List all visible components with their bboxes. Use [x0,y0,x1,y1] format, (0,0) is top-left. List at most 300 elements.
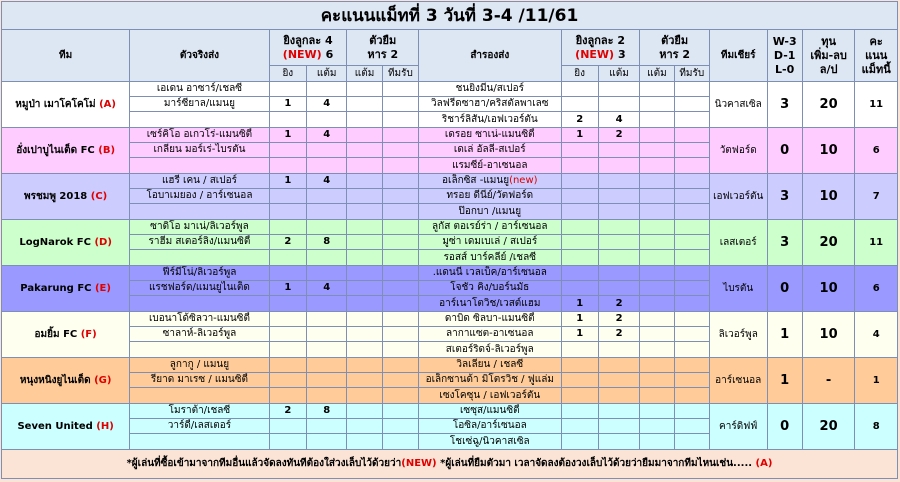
reserve-player-name: ทรอย ดีนีย์/วัตฟอร์ด [446,190,534,201]
reserve-points [598,250,639,266]
reserve-goals [561,358,598,373]
reserve-points [598,189,639,204]
team-name: พรชมพู 2018 [24,190,88,202]
cheer-team: นิวคาสเซิล [709,82,767,128]
main-goalie-conceded [382,342,418,358]
main-goalie-points [347,296,382,312]
header-goalie-reserve-line2: หาร 2 [659,47,691,61]
main-goals [269,143,306,158]
wdl-points: 0 [767,404,802,450]
main-goals [269,296,306,312]
main-goalie-points [347,342,382,358]
total-points: 6 [855,128,898,174]
reserve-points [598,358,639,373]
main-player: แรชฟอร์ด/แมนยูไนเต็ด [130,281,269,296]
reserve-points [598,220,639,235]
reserve-player-name: อาร์เนาโตวิช/เวสต์แฮม [439,297,541,309]
bonus-points: 20 [802,404,855,450]
main-goalie-points [347,97,382,112]
reserve-player-name: ลูกัส ตอเรย์ร่า / อาร์เซนอล [432,221,548,232]
cheer-team: ไบรตัน [709,266,767,312]
table-row [2,266,898,281]
reserve-goalie-points [640,128,674,143]
main-player: เบอนาโด้ซิลวา-แมนซิตี้ [130,312,269,327]
main-goals [269,189,306,204]
reserve-goals [561,434,598,450]
reserve-player-name: ริชาร์ลิสัน/เอฟเวอร์ตัน [441,113,538,125]
reserve-player [419,235,561,250]
reserve-points: 2 [598,128,639,143]
reserve-points [598,158,639,174]
main-goalie-points [347,312,382,327]
main-goalie-points [347,128,382,143]
reserve-player-name: .แดนนี่ เวลเบ็ค/อาร์เซนอล [432,267,547,278]
reserve-goals [561,419,598,434]
main-points [307,358,347,373]
main-goalie-conceded [382,312,418,327]
reserve-goalie-conceded [674,158,709,174]
reserve-player [419,158,561,174]
reserve-goalie-points [640,404,674,419]
main-goals [269,419,306,434]
team-name: หนุงหนิงยูไนเต็ด [19,374,91,386]
main-points [307,143,347,158]
reserve-goals [561,174,598,189]
header-total-line3: แม็ทนี้ [861,62,891,76]
total-points: 4 [855,312,898,358]
reserve-goalie-points [640,266,674,281]
header-team: ทีม [2,30,130,82]
main-points [307,220,347,235]
wdl-points: 0 [767,128,802,174]
reserve-goals [561,82,598,97]
team-name: หมูป่า เมาโคโคโม่ [15,98,96,110]
main-goals [269,204,306,220]
reserve-goalie-conceded [674,220,709,235]
main-points [307,250,347,266]
main-points [307,434,347,450]
reserve-player [419,174,561,189]
header-shoot-main-num: 6 [325,47,334,61]
main-player [130,158,269,174]
main-goalie-conceded [382,82,418,97]
reserve-player-name: ป๊อกบา /แมนยู [458,205,522,217]
reserve-goals [561,220,598,235]
main-goalie-conceded [382,143,418,158]
team-name-cell [2,312,130,358]
score-table [1,1,898,479]
reserve-player [419,404,561,419]
main-points [307,189,347,204]
team-name: อั่งเปาบูไนเต็ด FC [16,144,95,156]
bonus-points: 10 [802,266,855,312]
reserve-player [419,281,561,296]
header-wdl [767,30,802,82]
team-name: อมยิ้ม FC [34,328,78,340]
reserve-goalie-conceded [674,327,709,342]
reserve-goalie-points [640,388,674,404]
reserve-goalie-points [640,112,674,128]
reserve-player [419,82,561,97]
reserve-player-name: ลากาแซต-อาเซนอล [446,328,534,339]
total-points: 6 [855,266,898,312]
reserve-points [598,235,639,250]
team-code: (D) [94,236,112,248]
wdl-points: 3 [767,220,802,266]
reserve-goals [561,388,598,404]
main-points: 8 [307,235,347,250]
header-goalie-reserve [640,30,710,66]
subheader-points: แต้ม [598,66,639,82]
main-goalie-points [347,189,382,204]
main-player [130,250,269,266]
table-row [2,358,898,373]
main-goals: 1 [269,97,306,112]
cheer-team: วัตฟอร์ด [709,128,767,174]
reserve-goalie-points [640,143,674,158]
footer-text-2: *ผู้เล่นที่ยืมตัวมา เวลาจัดลงต้องวงเล็บไว้ด้วยว่ายืมมาจากทีมไหนเช่น..... [436,458,753,469]
team-name-cell [2,128,130,174]
main-player: ลูกากู / แมนยู [130,358,269,373]
reserve-points [598,266,639,281]
reserve-goals: 2 [561,112,598,128]
table-row [2,220,898,235]
reserve-goals [561,266,598,281]
table-row [2,312,898,327]
team-code: (C) [90,190,108,202]
reserve-goalie-conceded [674,250,709,266]
cheer-team: เลสเตอร์ [709,220,767,266]
reserve-goals [561,404,598,419]
reserve-player-name: โอซิล/อาร์เซนอล [452,420,527,431]
reserve-player [419,128,561,143]
main-player: โมราต้า/เชลซี [130,404,269,419]
reserve-goalie-points [640,97,674,112]
main-player [130,112,269,128]
main-goals: 1 [269,281,306,296]
reserve-goals [561,204,598,220]
table-row [2,404,898,419]
footer-text-1: *ผู้เล่นที่ซื้อเข้ามาจากทีมอื่นแล้วจัดลงทันทีต้องใส่วงเล็บไว้ด้วยว่า [126,458,402,469]
reserve-goalie-conceded [674,312,709,327]
reserve-goals: 1 [561,312,598,327]
header-total-line1: คะ [869,34,883,48]
reserve-points [598,419,639,434]
total-points: 11 [855,82,898,128]
reserve-goalie-conceded [674,419,709,434]
reserve-player-name: เซงโคซุน / เอฟเวอร์ตัน [439,389,541,401]
reserve-goalie-conceded [674,404,709,419]
main-goals: 2 [269,235,306,250]
header-total-line2: แนน [865,48,888,62]
reserve-goalie-points [640,204,674,220]
bonus-points: 10 [802,128,855,174]
reserve-goals [561,158,598,174]
main-goalie-points [347,250,382,266]
header-wdl-line1: W-3 [772,34,797,48]
reserve-new-tag: (new) [509,175,538,186]
subheader-points: แต้ม [307,66,347,82]
reserve-player-name: โชเซ่ฉู/นิวคาสเซิล [449,435,530,447]
reserve-goalie-conceded [674,235,709,250]
main-points [307,312,347,327]
reserve-player [419,296,561,312]
reserve-goalie-points [640,235,674,250]
reserve-player-name: อเล็กซานด้า มิโตรวิช / ฟูแล่ม [425,374,554,385]
main-goalie-conceded [382,388,418,404]
main-points [307,82,347,97]
main-points: 4 [307,281,347,296]
reserve-points [598,434,639,450]
reserve-goalie-conceded [674,373,709,388]
reserve-goals: 1 [561,296,598,312]
table-row [2,82,898,97]
reserve-player [419,112,561,128]
reserve-player [419,373,561,388]
main-points [307,373,347,388]
main-points [307,204,347,220]
reserve-points [598,174,639,189]
main-goalie-points [347,373,382,388]
main-goalie-conceded [382,220,418,235]
reserve-goalie-conceded [674,434,709,450]
wdl-points: 3 [767,82,802,128]
header-goalie-main [347,30,419,66]
main-goalie-points [347,235,382,250]
main-player: ราฮีม สเตอร์ลิ่ง/แมนซิตี้ [130,235,269,250]
team-name-cell [2,220,130,266]
reserve-points [598,388,639,404]
team-code: (B) [98,144,116,156]
main-player: โอบาเมยอง / อาร์เซนอล [130,189,269,204]
header-shoot-reserve-new: (NEW) [575,47,615,61]
reserve-points [598,373,639,388]
main-points: 4 [307,97,347,112]
main-goals [269,358,306,373]
main-player: วาร์ดี้/เลสเตอร์ [130,419,269,434]
reserve-points [598,143,639,158]
main-player [130,204,269,220]
reserve-goalie-points [640,434,674,450]
reserve-goals [561,342,598,358]
main-goalie-conceded [382,158,418,174]
team-name-cell [2,404,130,450]
subheader-points: แต้ม [347,66,382,82]
team-code: (G) [94,374,112,386]
total-points: 7 [855,174,898,220]
reserve-goals: 1 [561,128,598,143]
reserve-player-name: แรมซีย์-อาเซนอล [452,159,528,171]
reserve-goals [561,235,598,250]
main-points: 4 [307,128,347,143]
main-goalie-conceded [382,419,418,434]
header-goalie-main-line1: ตัวยืม [369,33,397,47]
main-goalie-points [347,112,382,128]
reserve-goalie-conceded [674,342,709,358]
reserve-player-name: เดรอย ซาเน่-แมนซิตี้ [444,129,535,140]
reserve-player-name: วิลเลียน / เชลซี [456,359,524,370]
team-name: LogNarok FC [19,236,91,248]
main-goalie-conceded [382,128,418,143]
main-goalie-points [347,204,382,220]
reserve-goals [561,97,598,112]
reserve-player-name: เดเล่ อัลลี-สเปอร์ [453,144,526,155]
subheader-shoot: ยิง [561,66,598,82]
reserve-player [419,266,561,281]
wdl-points: 3 [767,174,802,220]
total-points: 11 [855,220,898,266]
reserve-goalie-points [640,419,674,434]
reserve-goals [561,250,598,266]
reserve-goalie-points [640,281,674,296]
reserve-goalie-points [640,312,674,327]
main-goals [269,82,306,97]
reserve-player-name: โจชัว คิง/บอร์นมัธ [450,282,530,293]
main-player: แฮรี่ เคน / สเปอร์ [130,174,269,189]
bonus-points: - [802,358,855,404]
reserve-player [419,327,561,342]
main-points [307,388,347,404]
reserve-goalie-points [640,358,674,373]
header-main-player: ตัวจริงส่ง [130,30,269,82]
reserve-goalie-conceded [674,296,709,312]
main-goalie-conceded [382,174,418,189]
main-goals [269,342,306,358]
main-points: 8 [307,404,347,419]
reserve-goalie-points [640,250,674,266]
reserve-player-name: มูซ่า เดมเบเล่ / สเปอร์ [442,236,538,247]
reserve-goalie-conceded [674,204,709,220]
reserve-goalie-conceded [674,388,709,404]
header-wdl-line2: D-1 [773,48,796,62]
reserve-goals [561,189,598,204]
main-goalie-points [347,404,382,419]
reserve-player-name: อเล็กซิส -แมนยู [442,175,510,186]
bonus-points: 20 [802,220,855,266]
header-bonus [802,30,855,82]
footer-example-tag: (A) [755,458,773,469]
reserve-player [419,250,561,266]
reserve-player [419,97,561,112]
main-goalie-conceded [382,434,418,450]
main-points [307,266,347,281]
main-goalie-conceded [382,358,418,373]
main-goals [269,373,306,388]
reserve-player-name: วิลฟรีดซาฮา/คริสตัลพาเลซ [431,98,549,109]
main-player [130,434,269,450]
main-goalie-points [347,174,382,189]
team-name: Seven United [17,420,93,432]
reserve-points [598,404,639,419]
main-goalie-points [347,143,382,158]
reserve-player-name: สเตอร์ริดจ์-ลิเวอร์พูล [445,343,534,355]
reserve-goalie-conceded [674,266,709,281]
main-goalie-conceded [382,112,418,128]
main-player: รียาด มาเรซ / แมนซิตี้ [130,373,269,388]
reserve-goalie-conceded [674,97,709,112]
reserve-goals: 1 [561,327,598,342]
reserve-points: 4 [598,112,639,128]
reserve-points [598,97,639,112]
cheer-team: อาร์เซนอล [709,358,767,404]
main-goals [269,266,306,281]
header-shoot-reserve-line1: ยิงลูกละ 2 [575,33,626,47]
header-bonus-line3: ล/ป [819,62,838,76]
reserve-player-name: เซซุส/แมนซิตี้ [459,405,520,416]
team-code: (E) [94,282,111,294]
header-reserve: สำรองส่ง [419,30,561,82]
reserve-goalie-points [640,174,674,189]
header-goalie-reserve-line1: ตัวยืม [661,33,689,47]
main-goalie-conceded [382,373,418,388]
subheader-shoot: ยิง [269,66,306,82]
cheer-team: เอฟเวอร์ตัน [709,174,767,220]
subheader-conceded: ทีมรับ [382,66,418,82]
reserve-player [419,312,561,327]
main-goals [269,112,306,128]
header-shoot-main-new: (NEW) [282,47,322,61]
wdl-points: 0 [767,266,802,312]
main-goalie-conceded [382,97,418,112]
main-player: เซร์คิโอ อเกวโร่-แมนซิตี้ [130,128,269,143]
main-goals: 1 [269,174,306,189]
wdl-points: 1 [767,312,802,358]
reserve-player [419,358,561,373]
team-name: Pakarung FC [20,282,92,294]
main-goalie-conceded [382,281,418,296]
main-goalie-points [347,419,382,434]
cheer-team: ลิเวอร์พูล [709,312,767,358]
reserve-goalie-conceded [674,174,709,189]
main-player: เกลียน มอร์เร่-ไบรตัน [130,143,269,158]
main-player: ซาลาห์-ลิเวอร์พูล [130,327,269,342]
cheer-team: คาร์ดิฟฟ์ [709,404,767,450]
main-goalie-points [347,434,382,450]
main-goalie-points [347,358,382,373]
main-goals [269,327,306,342]
main-goalie-points [347,281,382,296]
header-shoot-reserve-num: 3 [617,47,626,61]
reserve-player [419,189,561,204]
reserve-player-name: ชนยิ่งมีน/สเปอร์ [455,83,524,94]
reserve-player [419,342,561,358]
main-goalie-conceded [382,250,418,266]
reserve-player [419,434,561,450]
main-goalie-points [347,327,382,342]
reserve-goalie-points [640,158,674,174]
reserve-goalie-conceded [674,281,709,296]
main-points [307,419,347,434]
main-points [307,158,347,174]
reserve-points: 2 [598,312,639,327]
reserve-player [419,204,561,220]
team-code: (A) [99,98,116,110]
team-name-cell [2,174,130,220]
reserve-points [598,281,639,296]
reserve-goals [561,373,598,388]
team-code: (H) [96,420,114,432]
header-cheer-team: ทีมเชียร์ [709,30,767,82]
reserve-points: 2 [598,327,639,342]
main-player: ฟีร์มีโน่/ลิเวอร์พูล [130,266,269,281]
main-goalie-conceded [382,204,418,220]
main-player [130,296,269,312]
main-player [130,388,269,404]
reserve-goalie-points [640,220,674,235]
main-goals [269,312,306,327]
reserve-goals [561,281,598,296]
main-player: ซาดิโอ มาเน่/ลิเวอร์พูล [130,220,269,235]
